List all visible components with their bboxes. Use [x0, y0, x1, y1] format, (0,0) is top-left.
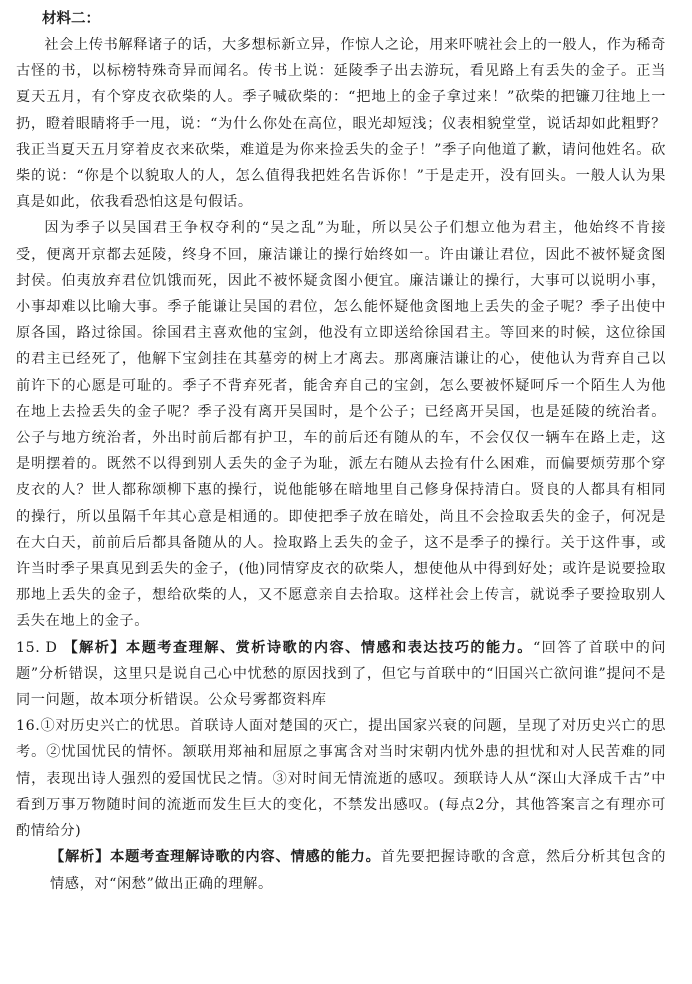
paragraph-2: 因为季子以吴国君王争权夺利的“吴之乱”为耻，所以吴公子们想立他为君主，他始终不肯接受，便离开京都去延陵，终身不回，廉洁谦让的操行始终如一。许由谦让君位，因此不被怀疑贪图封侯。伯夷放弃君位饥饿而死，因此不被怀疑贪图小便宜。廉洁谦让的操行，大事可以说明小事，小事却难以比喻大事。季子能谦让吴国的君位，怎么能怀疑他贪图地上丢失的金子呢？季子出使中原各国，路过徐国。徐国君主喜欢他的宝剑，他没有立即送给徐国君主。等回来的时候，这位徐国的君主已经死了，他解下宝剑挂在其墓旁的树上才离去。那离廉洁谦让的心，使他认为背弃自己以前许下的心愿是可耻的。季子不背弃死者，能舍弃自己的宝剑，怎么要被怀疑呵斥一个陌生人为他在地上去捡丢失的金子呢？季子没有离开吴国时，是个公子；已经离开吴国，也是延陵的统治者。公子与地方统治者，外出时前后都有护卫，车的前后还有随从的车，不会仅仅一辆车在路上走，这是明摆着的。既然不以得到别人丢失的金子为耻，派左右随从去捡有什么困难，而偏要烦劳那个穿皮衣的人？世人都称颂柳下惠的操行，说他能够在暗地里自己修身保持清白。贤良的人都具有相同的操行，所以虽隔千年其心意是相通的。即使把季子放在暗处，尚且不会捡取丢失的金子，何况是在大白天，前前后后都具备随从的人。捡取路上丢失的金子，这不是季子的操行。关于这件事，或许当时季子果真见到丢失的金子，(他)同情穿皮衣的砍柴人，想使他从中得到好处；或许是说要捡取那地上丢失的金子，想给砍柴的人，又不愿意亲自去拾取。这样社会上传言，就说季子要捡取别人丢失在地上的金子。: [16, 220, 666, 630]
question-16-analysis-tag: 【解析】: [50, 849, 111, 866]
question-15-analysis-body: “回答了首联中的问题”分析错误，这里只是说自己心中忧愁的原因找到了，但它与首联中的“旧国兴亡欲问谁”提问不是同一问题，故本项分析错误。公众号雾都资料库: [16, 639, 667, 709]
question-16-answer: ①对历史兴亡的忧思。首联诗人面对楚国的灭亡，提出国家兴衰的问题，呈现了对历史兴亡的思考。②忧国忧民的情怀。颔联用郑袖和屈原之事寓含对当时宋朝内忧外患的担忧和对人民苦难的同情，表现出诗人强烈的爱国忧民之情。③对时间无情流逝的感叹。颈联诗人从“深山大泽成千古”中看到万事万物随时间的流逝而发生巨大的变化，不禁发出感叹。(每点2分，其他答案言之有理亦可酌情给分): [16, 718, 666, 840]
question-15-analysis-tag: 【解析】: [63, 639, 127, 656]
question-15-number: 15. D: [16, 639, 58, 656]
question-16-analysis-body: 首先要把握诗歌的含意，然后分析其包含的情感，对“闲愁”做出正确的理解。: [50, 849, 666, 892]
paragraph-1: 社会上传书解释诸子的话，大多想标新立异，作惊人之论，用来吓唬社会上的一般人，作为稀奇古怪的书，以标榜特殊奇异而闻名。传书上说：延陵季子出去游玩，看见路上有丢失的金子。正当夏天五月，有个穿皮衣砍柴的人。季子喊砍柴的：“把地上的金子拿过来！”砍柴的把镰刀往地上一扔，瞪着眼睛将手一甩，说：“为什么你处在高位，眼光却短浅；仪表相貌堂堂，说话却如此粗野？我正当夏天五月穿着皮衣来砍柴，难道是为你来捡丢失的金子！”季子向他道了歉，请问他姓名。砍柴的说：“你是个以貌取人的人，怎么值得我把姓名告诉你！”于是走开，没有回头。一般人认为果真是如此，依我看恐怕这是句假话。: [16, 37, 666, 211]
question-16-analysis-lead: 本题考查理解诗歌的内容、情感的能力。: [110, 849, 381, 866]
question-16: [16, 713, 666, 844]
question-15: [16, 635, 666, 714]
question-15-analysis-lead: 本题考查理解、赏析诗歌的内容、情感和表达技巧的能力。: [126, 639, 533, 656]
section-heading: 材料二：: [42, 10, 100, 27]
question-16-number: 16.: [16, 718, 41, 735]
question-16-analysis: [16, 844, 666, 896]
